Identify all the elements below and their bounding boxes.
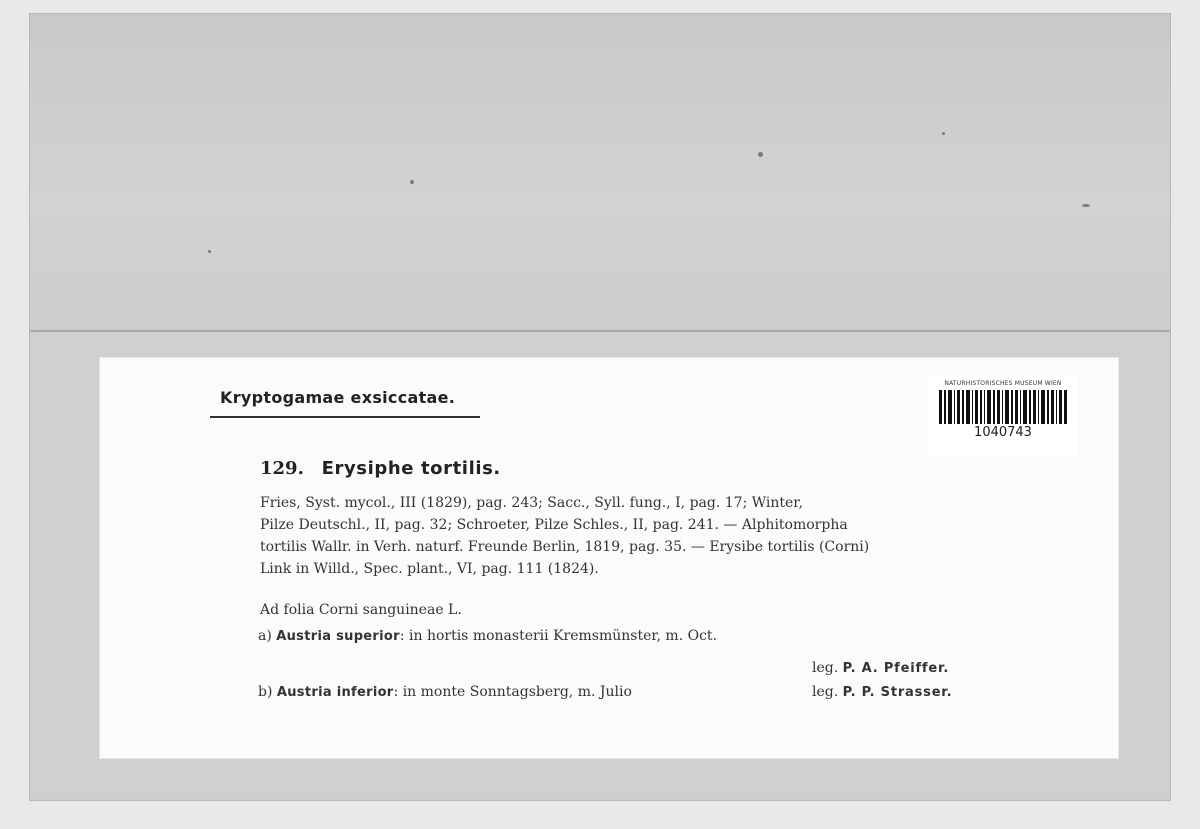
specimen-label (100, 358, 1118, 758)
series-underline (210, 416, 480, 418)
locality-detail: : in hortis monasterii Kremsmünster, m. Oct. (399, 628, 718, 644)
locality-region: Austria inferior (276, 685, 394, 700)
species-name: Erysiphe tortilis. (321, 458, 501, 479)
collector-b (812, 684, 952, 700)
reference-line: Fries, Syst. mycol., III (1829), pag. 243; Sacc., Syll. fung., I, pag. 17; Winter, (260, 495, 803, 511)
exsiccata-number: 129. (260, 458, 304, 479)
folded-paper-flap (30, 14, 1170, 332)
reference-line: Link in Willd., Spec. plant., VI, pag. 111 (1824). (260, 561, 599, 577)
collector-a (812, 660, 949, 676)
paper-speck (410, 180, 414, 184)
species-heading (260, 458, 501, 479)
barcode-sticker (928, 376, 1078, 456)
collector-prefix: leg. (812, 684, 839, 700)
literature-references (260, 492, 1020, 580)
barcode-caption: NATURHISTORISCHES MUSEUM WIEN (944, 380, 1062, 387)
locality-a (258, 628, 717, 644)
locality-b (258, 684, 632, 700)
barcode-icon (939, 390, 1067, 424)
paper-speck (1082, 204, 1090, 207)
host-plant: Ad folia Corni sanguineae L. (260, 602, 462, 618)
paper-speck (758, 152, 763, 157)
locality-prefix: a) (258, 628, 272, 644)
locality-detail: : in monte Sonntagsberg, m. Julio (393, 684, 632, 700)
series-title: Kryptogamae exsiccatae. (220, 388, 456, 407)
reference-line: tortilis Wallr. in Verh. naturf. Freunde Berlin, 1819, pag. 35. — Erysibe tortilis (Corni) (260, 539, 870, 555)
locality-prefix: b) (258, 684, 273, 700)
barcode-number: 1040743 (974, 425, 1032, 440)
reference-line: Pilze Deutschl., II, pag. 32; Schroeter, Pilze Schles., II, pag. 241. — Alphitomorpha (260, 517, 848, 533)
collector-name: P. A. Pfeiffer. (842, 661, 950, 676)
locality-region: Austria superior (276, 629, 400, 644)
collector-name: P. P. Strasser. (842, 685, 953, 700)
paper-speck (208, 250, 211, 253)
paper-speck (942, 132, 945, 135)
collector-prefix: leg. (812, 660, 839, 676)
